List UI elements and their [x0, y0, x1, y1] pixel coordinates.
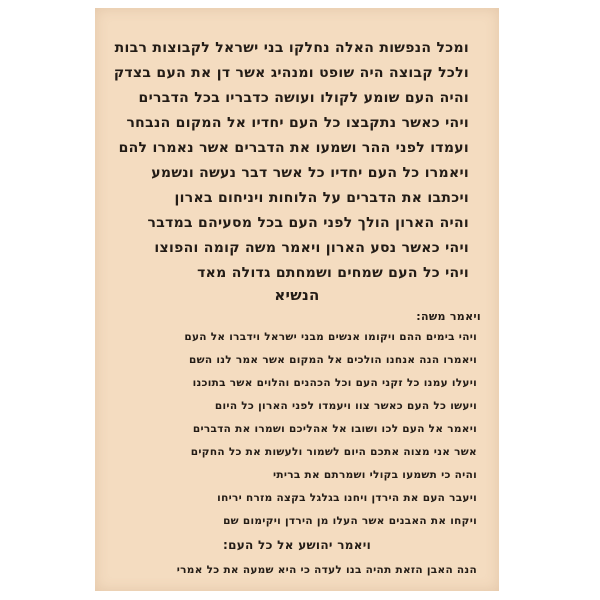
section1-line-4: ויהי כאשר נתקבצו כל העם יחדיו אל המקום הנבחר [126, 115, 469, 131]
section1-line-9: ויהי כאשר נסע הארון ויאמר משה קומה והפוצו [154, 240, 469, 256]
section1-line-5: ועמדו לפני ההר ושמעו את הדברים אשר נאמרו להם [118, 140, 469, 156]
page-subheading: ויאמר יהושע אל כל העם: [222, 538, 372, 552]
section2-label: ויאמר משה: [416, 310, 481, 323]
section2-line-9: ויקחו את האבנים אשר העלו מן הירדן ויקימום שם [223, 515, 477, 527]
section1-line-7: ויכתבו את הדברים על הלוחות ויניחום בארון [174, 190, 469, 206]
book-page [95, 8, 499, 591]
section1-line-3: והיה העם שומע לקולו ועושה כדבריו בכל הדברים [138, 90, 469, 106]
section2-line-6: אשר אני מצוה אתכם היום לשמור ולעשות את כל החקים [190, 446, 477, 458]
section1-line-10: ויהי כל העם שמחים ושמחתם גדולה מאד [197, 265, 469, 281]
page-heading: הנשיא [274, 286, 320, 304]
section2-line-3: ויעלו עמנו כל זקני העם וכל הכהנים והלוים אשר בתוכנו [192, 377, 477, 389]
section1-line-6: ויאמרו כל העם יחדיו כל אשר דבר נעשה ונשמע [151, 165, 469, 181]
section2-line-4: ויעשו כל העם כאשר צוו ויעמדו לפני הארון כל היום [214, 400, 477, 412]
section1-line-2: ולכל קבוצה היה שופט ומנהיג אשר דן את העם בצדק [113, 65, 469, 81]
final-line: הנה האבן הזאת תהיה בנו לעדה כי היא שמעה את כל אמרי [176, 564, 477, 576]
section2-line-8: ויעבר העם את הירדן ויחנו בגלגל בקצה מזרח יריחו [217, 492, 477, 504]
section2-line-5: ויאמר אל העם לכו ושובו אל אהליכם ושמרו את הדברים [192, 423, 477, 435]
section2-line-2: ויאמרו הנה אנחנו הולכים אל המקום אשר אמר לנו השם [189, 354, 477, 366]
section1-line-8: והיה הארון הולך לפני העם בכל מסעיהם במדבר [147, 215, 469, 231]
section1-line-1: ומכל הנפשות האלה נחלקו בני ישראל לקבוצות רבות [114, 40, 469, 56]
section2-line-1: ויהי בימים ההם ויקומו אנשים מבני ישראל וידברו אל העם [184, 331, 477, 343]
section2-line-7: והיה כי תשמעו בקולי ושמרתם את בריתי [273, 469, 477, 481]
